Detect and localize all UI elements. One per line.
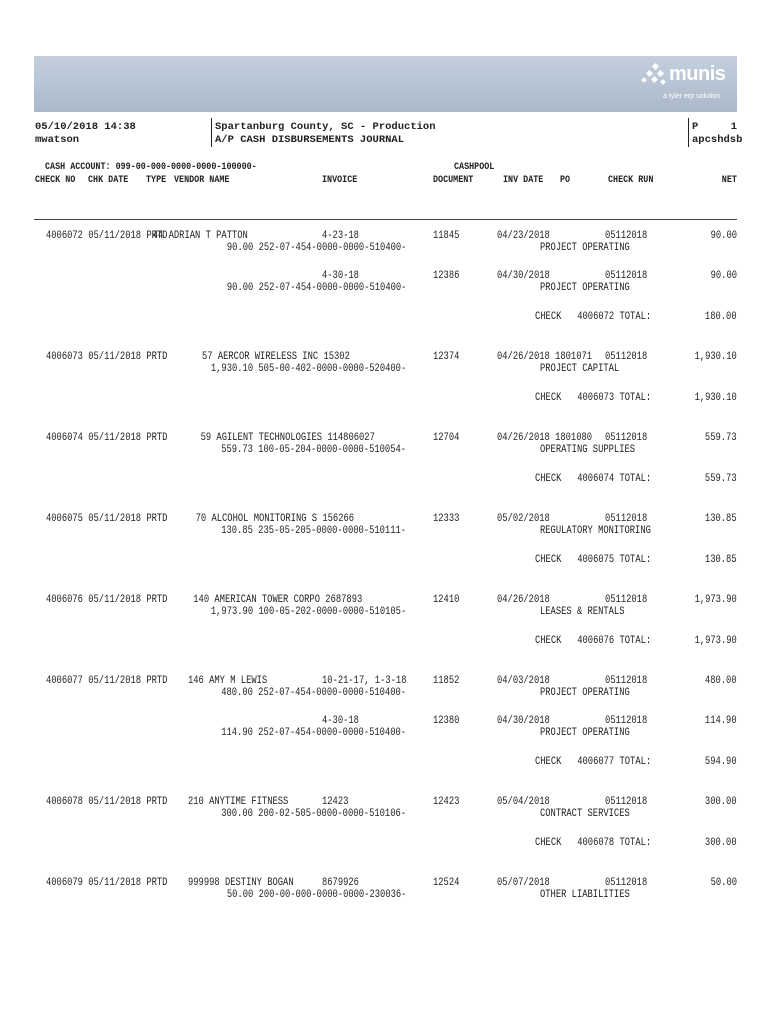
- report-title: A/P CASH DISBURSEMENTS JOURNAL: [215, 134, 405, 146]
- vendor-name: 146 AMY M LEWIS: [188, 675, 268, 687]
- check-lead: 4006074 05/11/2018 PRTD: [46, 432, 168, 444]
- inv-date: 04/26/2018: [497, 594, 550, 606]
- invoice: 12423: [322, 796, 349, 808]
- document: 12423: [433, 796, 460, 808]
- vendor-name: 44 ADRIAN T PATTON: [152, 230, 248, 242]
- munis-dots-icon: [641, 62, 669, 90]
- net-amount: 90.00: [710, 230, 737, 242]
- program-name: apcshdsb: [692, 134, 743, 146]
- account-line: 1,930.10 505-00-402-0000-0000-520400-: [210, 363, 406, 375]
- col-invoice: INVOICE: [322, 174, 358, 186]
- account-line: 90.00 252-07-454-0000-0000-510400-: [226, 242, 406, 254]
- document: 12333: [433, 513, 460, 525]
- invoice: 10-21-17, 1-3-18: [322, 675, 407, 687]
- check-total-value: 594.90: [705, 756, 737, 768]
- report-datetime: 05/10/2018 14:38: [35, 121, 136, 133]
- check-total-value: 180.00: [705, 311, 737, 323]
- net-amount: 130.85: [705, 513, 737, 525]
- col-net: NET: [721, 174, 737, 186]
- logo-tagline: a tyler erp solution: [663, 93, 721, 100]
- inv-date: 05/02/2018: [497, 513, 550, 525]
- check-run: 05112018: [605, 230, 648, 242]
- inv-date: 04/30/2018: [497, 715, 550, 727]
- header-divider: [211, 118, 212, 147]
- account-desc: PROJECT OPERATING: [540, 727, 630, 739]
- check-total-value: 300.00: [705, 837, 737, 849]
- col-check-no: CHECK NO: [35, 174, 76, 186]
- org-name: Spartanburg County, SC - Production: [215, 121, 436, 133]
- account-line: 50.00 200-00-000-0000-0000-230036-: [226, 889, 406, 901]
- inv-date: 04/26/2018 1801080: [497, 432, 593, 444]
- col-vendor-name: VENDOR NAME: [174, 174, 230, 186]
- document: 11845: [433, 230, 460, 242]
- document: 12524: [433, 877, 460, 889]
- invoice: 4-30-18: [322, 270, 359, 282]
- document: 12410: [433, 594, 460, 606]
- inv-date: 05/07/2018: [497, 877, 550, 889]
- check-total-label: CHECK 4006076 TOTAL:: [535, 635, 652, 647]
- account-line: 480.00 252-07-454-0000-0000-510400-: [221, 687, 406, 699]
- check-lead: 4006072 05/11/2018 PRTD: [46, 230, 168, 242]
- account-line: 130.85 235-05-205-0000-0000-510111-: [221, 525, 406, 537]
- check-run: 05112018: [605, 594, 648, 606]
- document: 12380: [433, 715, 460, 727]
- net-amount: 300.00: [705, 796, 737, 808]
- check-total-value: 130.85: [705, 554, 737, 566]
- logo-name: munis: [669, 63, 726, 85]
- report-user: mwatson: [35, 134, 80, 146]
- check-total-value: 559.73: [705, 473, 737, 485]
- check-total-label: CHECK 4006077 TOTAL:: [535, 756, 652, 768]
- header-divider-right: [688, 118, 689, 147]
- check-lead: 4006073 05/11/2018 PRTD: [46, 351, 168, 363]
- col-check-run: CHECK RUN: [608, 174, 654, 186]
- document: 12386: [433, 270, 460, 282]
- account-line: 300.00 200-02-505-0000-0000-510106-: [221, 808, 406, 820]
- net-amount: 50.00: [710, 877, 737, 889]
- header-rule: [34, 219, 737, 220]
- check-run: 05112018: [605, 270, 648, 282]
- check-total-label: CHECK 4006074 TOTAL:: [535, 473, 652, 485]
- account-desc: PROJECT OPERATING: [540, 282, 630, 294]
- vendor-name: 140 AMERICAN TOWER CORPO 2687893: [192, 594, 362, 606]
- col-chk-date: CHK DATE: [88, 174, 129, 186]
- inv-date: 04/23/2018: [497, 230, 550, 242]
- account-desc: OPERATING SUPPLIES: [540, 444, 636, 456]
- cash-account: CASH ACCOUNT: 099-00-000-0000-0000-100000-: [45, 161, 257, 173]
- check-total-label: CHECK 4006072 TOTAL:: [535, 311, 652, 323]
- invoice: 4-23-18: [322, 230, 359, 242]
- account-line: 114.90 252-07-454-0000-0000-510400-: [221, 727, 406, 739]
- check-total-value: 1,930.10: [694, 392, 737, 404]
- account-desc: PROJECT OPERATING: [540, 687, 630, 699]
- net-amount: 480.00: [705, 675, 737, 687]
- check-run: 05112018: [605, 351, 648, 363]
- col-document: DOCUMENT: [433, 174, 474, 186]
- vendor-name: 210 ANYTIME FITNESS: [188, 796, 289, 808]
- check-lead: 4006077 05/11/2018 PRTD: [46, 675, 168, 687]
- vendor-name: 59 AGILENT TECHNOLOGIES 114806027: [200, 432, 375, 444]
- invoice: 4-30-18: [322, 715, 359, 727]
- account-line: 90.00 252-07-454-0000-0000-510400-: [226, 282, 406, 294]
- vendor-name: 57 AERCOR WIRELESS INC 15302: [202, 351, 350, 363]
- net-amount: 90.00: [710, 270, 737, 282]
- report-banner: [34, 56, 737, 112]
- vendor-name: 999998 DESTINY BOGAN: [188, 877, 294, 889]
- inv-date: 04/26/2018 1801071: [497, 351, 593, 363]
- account-desc: REGULATORY MONITORING: [540, 525, 651, 537]
- check-run: 05112018: [605, 796, 648, 808]
- account-desc: PROJECT CAPITAL: [540, 363, 620, 375]
- account-line: 559.73 100-05-204-0000-0000-510054-: [221, 444, 406, 456]
- check-lead: 4006076 05/11/2018 PRTD: [46, 594, 168, 606]
- check-run: 05112018: [605, 715, 648, 727]
- col-inv-date: INV DATE: [503, 174, 544, 186]
- check-total-value: 1,973.90: [694, 635, 737, 647]
- account-line: 1,973.90 100-05-202-0000-0000-510105-: [210, 606, 406, 618]
- net-amount: 1,930.10: [694, 351, 737, 363]
- check-lead: 4006078 05/11/2018 PRTD: [46, 796, 168, 808]
- inv-date: 04/03/2018: [497, 675, 550, 687]
- page-number: 1: [730, 121, 737, 133]
- col-type: TYPE: [146, 174, 167, 186]
- account-desc: PROJECT OPERATING: [540, 242, 630, 254]
- account-desc: LEASES & RENTALS: [540, 606, 625, 618]
- check-total-label: CHECK 4006073 TOTAL:: [535, 392, 652, 404]
- check-total-label: CHECK 4006078 TOTAL:: [535, 837, 652, 849]
- inv-date: 04/30/2018: [497, 270, 550, 282]
- check-lead: 4006079 05/11/2018 PRTD: [46, 877, 168, 889]
- check-lead: 4006075 05/11/2018 PRTD: [46, 513, 168, 525]
- net-amount: 559.73: [705, 432, 737, 444]
- check-run: 05112018: [605, 513, 648, 525]
- document: 11852: [433, 675, 460, 687]
- check-run: 05112018: [605, 877, 648, 889]
- document: 12374: [433, 351, 460, 363]
- vendor-name: 70 ALCOHOL MONITORING S 156266: [195, 513, 354, 525]
- net-amount: 114.90: [705, 715, 737, 727]
- check-total-label: CHECK 4006075 TOTAL:: [535, 554, 652, 566]
- invoice: 8679926: [322, 877, 359, 889]
- document: 12704: [433, 432, 460, 444]
- cashpool-label: CASHPOOL: [454, 161, 495, 173]
- inv-date: 05/04/2018: [497, 796, 550, 808]
- check-run: 05112018: [605, 432, 648, 444]
- net-amount: 1,973.90: [694, 594, 737, 606]
- munis-logo: [641, 62, 731, 106]
- account-desc: OTHER LIABILITIES: [540, 889, 630, 901]
- page-label: P: [692, 121, 699, 133]
- account-desc: CONTRACT SERVICES: [540, 808, 630, 820]
- check-run: 05112018: [605, 675, 648, 687]
- col-po: PO: [560, 174, 571, 186]
